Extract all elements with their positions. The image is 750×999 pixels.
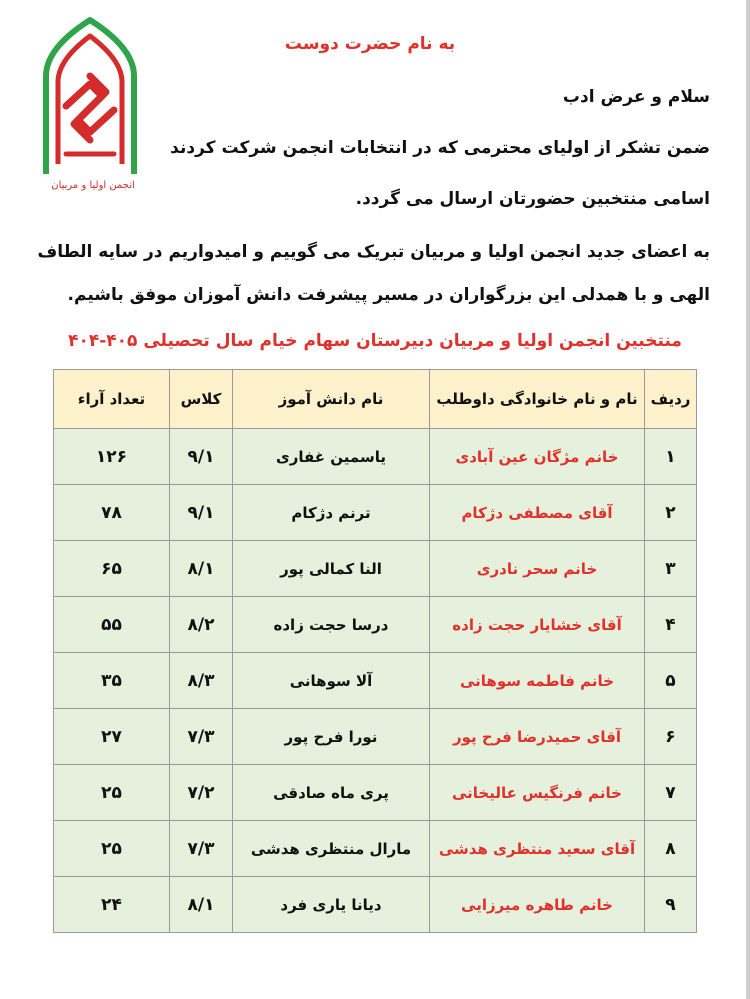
logo-emblem-icon	[38, 14, 148, 179]
row-number: ۹	[645, 877, 697, 933]
logo-caption: انجمن اولیا و مربیان	[51, 180, 135, 191]
candidate-name: آقای مصطفی دژکام	[430, 485, 645, 541]
header-student: نام دانش آموز	[233, 370, 430, 429]
table-row	[54, 765, 697, 821]
table-header-row	[54, 370, 697, 429]
class-value: ۸/۳	[170, 653, 233, 709]
row-number: ۱	[645, 429, 697, 485]
vote-count: ۶۵	[54, 541, 170, 597]
student-name: آلا سوهانی	[233, 653, 430, 709]
results-table	[53, 369, 697, 933]
class-value: ۷/۲	[170, 765, 233, 821]
header-candidate: نام و نام خانوادگی داوطلب	[430, 370, 645, 429]
table-row	[54, 653, 697, 709]
page-title: به نام حضرت دوست	[284, 34, 456, 54]
letter-line-1: ضمن تشکر از اولیای محترمی که در انتخابات انجمن شرکت کردند	[170, 138, 710, 158]
class-value: ۷/۳	[170, 709, 233, 765]
student-name: دیانا یاری فرد	[233, 877, 430, 933]
candidate-name: آقای سعید منتظری هدشی	[430, 821, 645, 877]
class-value: ۹/۱	[170, 429, 233, 485]
row-number: ۸	[645, 821, 697, 877]
vote-count: ۱۲۶	[54, 429, 170, 485]
greeting-line: سلام و عرض ادب	[562, 87, 710, 107]
student-name: پری ماه صادقی	[233, 765, 430, 821]
class-value: ۸/۲	[170, 597, 233, 653]
vote-count: ۲۵	[54, 821, 170, 877]
letter-line-2: اسامی منتخبین حضورتان ارسال می گردد.	[355, 189, 710, 209]
candidate-name: آقای خشایار حجت زاده	[430, 597, 645, 653]
vote-count: ۲۵	[54, 765, 170, 821]
student-name: ترنم دژکام	[233, 485, 430, 541]
class-value: ۹/۱	[170, 485, 233, 541]
table-title: منتخبین انجمن اولیا و مربیان دبیرستان سهام خیام سال تحصیلی ۴۰۵-۴۰۴	[68, 331, 682, 351]
candidate-name: خانم طاهره میرزایی	[430, 877, 645, 933]
vote-count: ۵۵	[54, 597, 170, 653]
table-row	[54, 485, 697, 541]
candidate-name: خانم مژگان عین آبادی	[430, 429, 645, 485]
class-value: ۷/۳	[170, 821, 233, 877]
class-value: ۸/۱	[170, 541, 233, 597]
row-number: ۶	[645, 709, 697, 765]
row-number: ۷	[645, 765, 697, 821]
table-row	[54, 541, 697, 597]
vote-count: ۲۴	[54, 877, 170, 933]
row-number: ۴	[645, 597, 697, 653]
table-row	[54, 821, 697, 877]
vote-count: ۲۷	[54, 709, 170, 765]
student-name: مارال منتظری هدشی	[233, 821, 430, 877]
letter-line-3: به اعضای جدید انجمن اولیا و مربیان تبریک می گوییم و امیدواریم در سایه الطاف	[37, 242, 710, 262]
student-name: یاسمین غفاری	[233, 429, 430, 485]
table-row	[54, 597, 697, 653]
vote-count: ۳۵	[54, 653, 170, 709]
header-row-number: ردیف	[645, 370, 697, 429]
student-name: درسا حجت زاده	[233, 597, 430, 653]
header-class: کلاس	[170, 370, 233, 429]
candidate-name: خانم فاطمه سوهانی	[430, 653, 645, 709]
table-row	[54, 877, 697, 933]
vote-count: ۷۸	[54, 485, 170, 541]
class-value: ۸/۱	[170, 877, 233, 933]
row-number: ۳	[645, 541, 697, 597]
table-row	[54, 709, 697, 765]
table-row	[54, 429, 697, 485]
candidate-name: آقای حمیدرضا فرح پور	[430, 709, 645, 765]
student-name: نورا فرح پور	[233, 709, 430, 765]
candidate-name: خانم سحر نادری	[430, 541, 645, 597]
row-number: ۲	[645, 485, 697, 541]
student-name: النا کمالی پور	[233, 541, 430, 597]
letter-line-4: الهی و با همدلی این بزرگواران در مسیر پیشرفت دانش آموزان موفق باشیم.	[67, 285, 710, 305]
page-edge-line	[746, 0, 750, 999]
header-votes: تعداد آراء	[54, 370, 170, 429]
candidate-name: خانم فرنگیس عالیخانی	[430, 765, 645, 821]
association-logo	[38, 14, 148, 199]
row-number: ۵	[645, 653, 697, 709]
